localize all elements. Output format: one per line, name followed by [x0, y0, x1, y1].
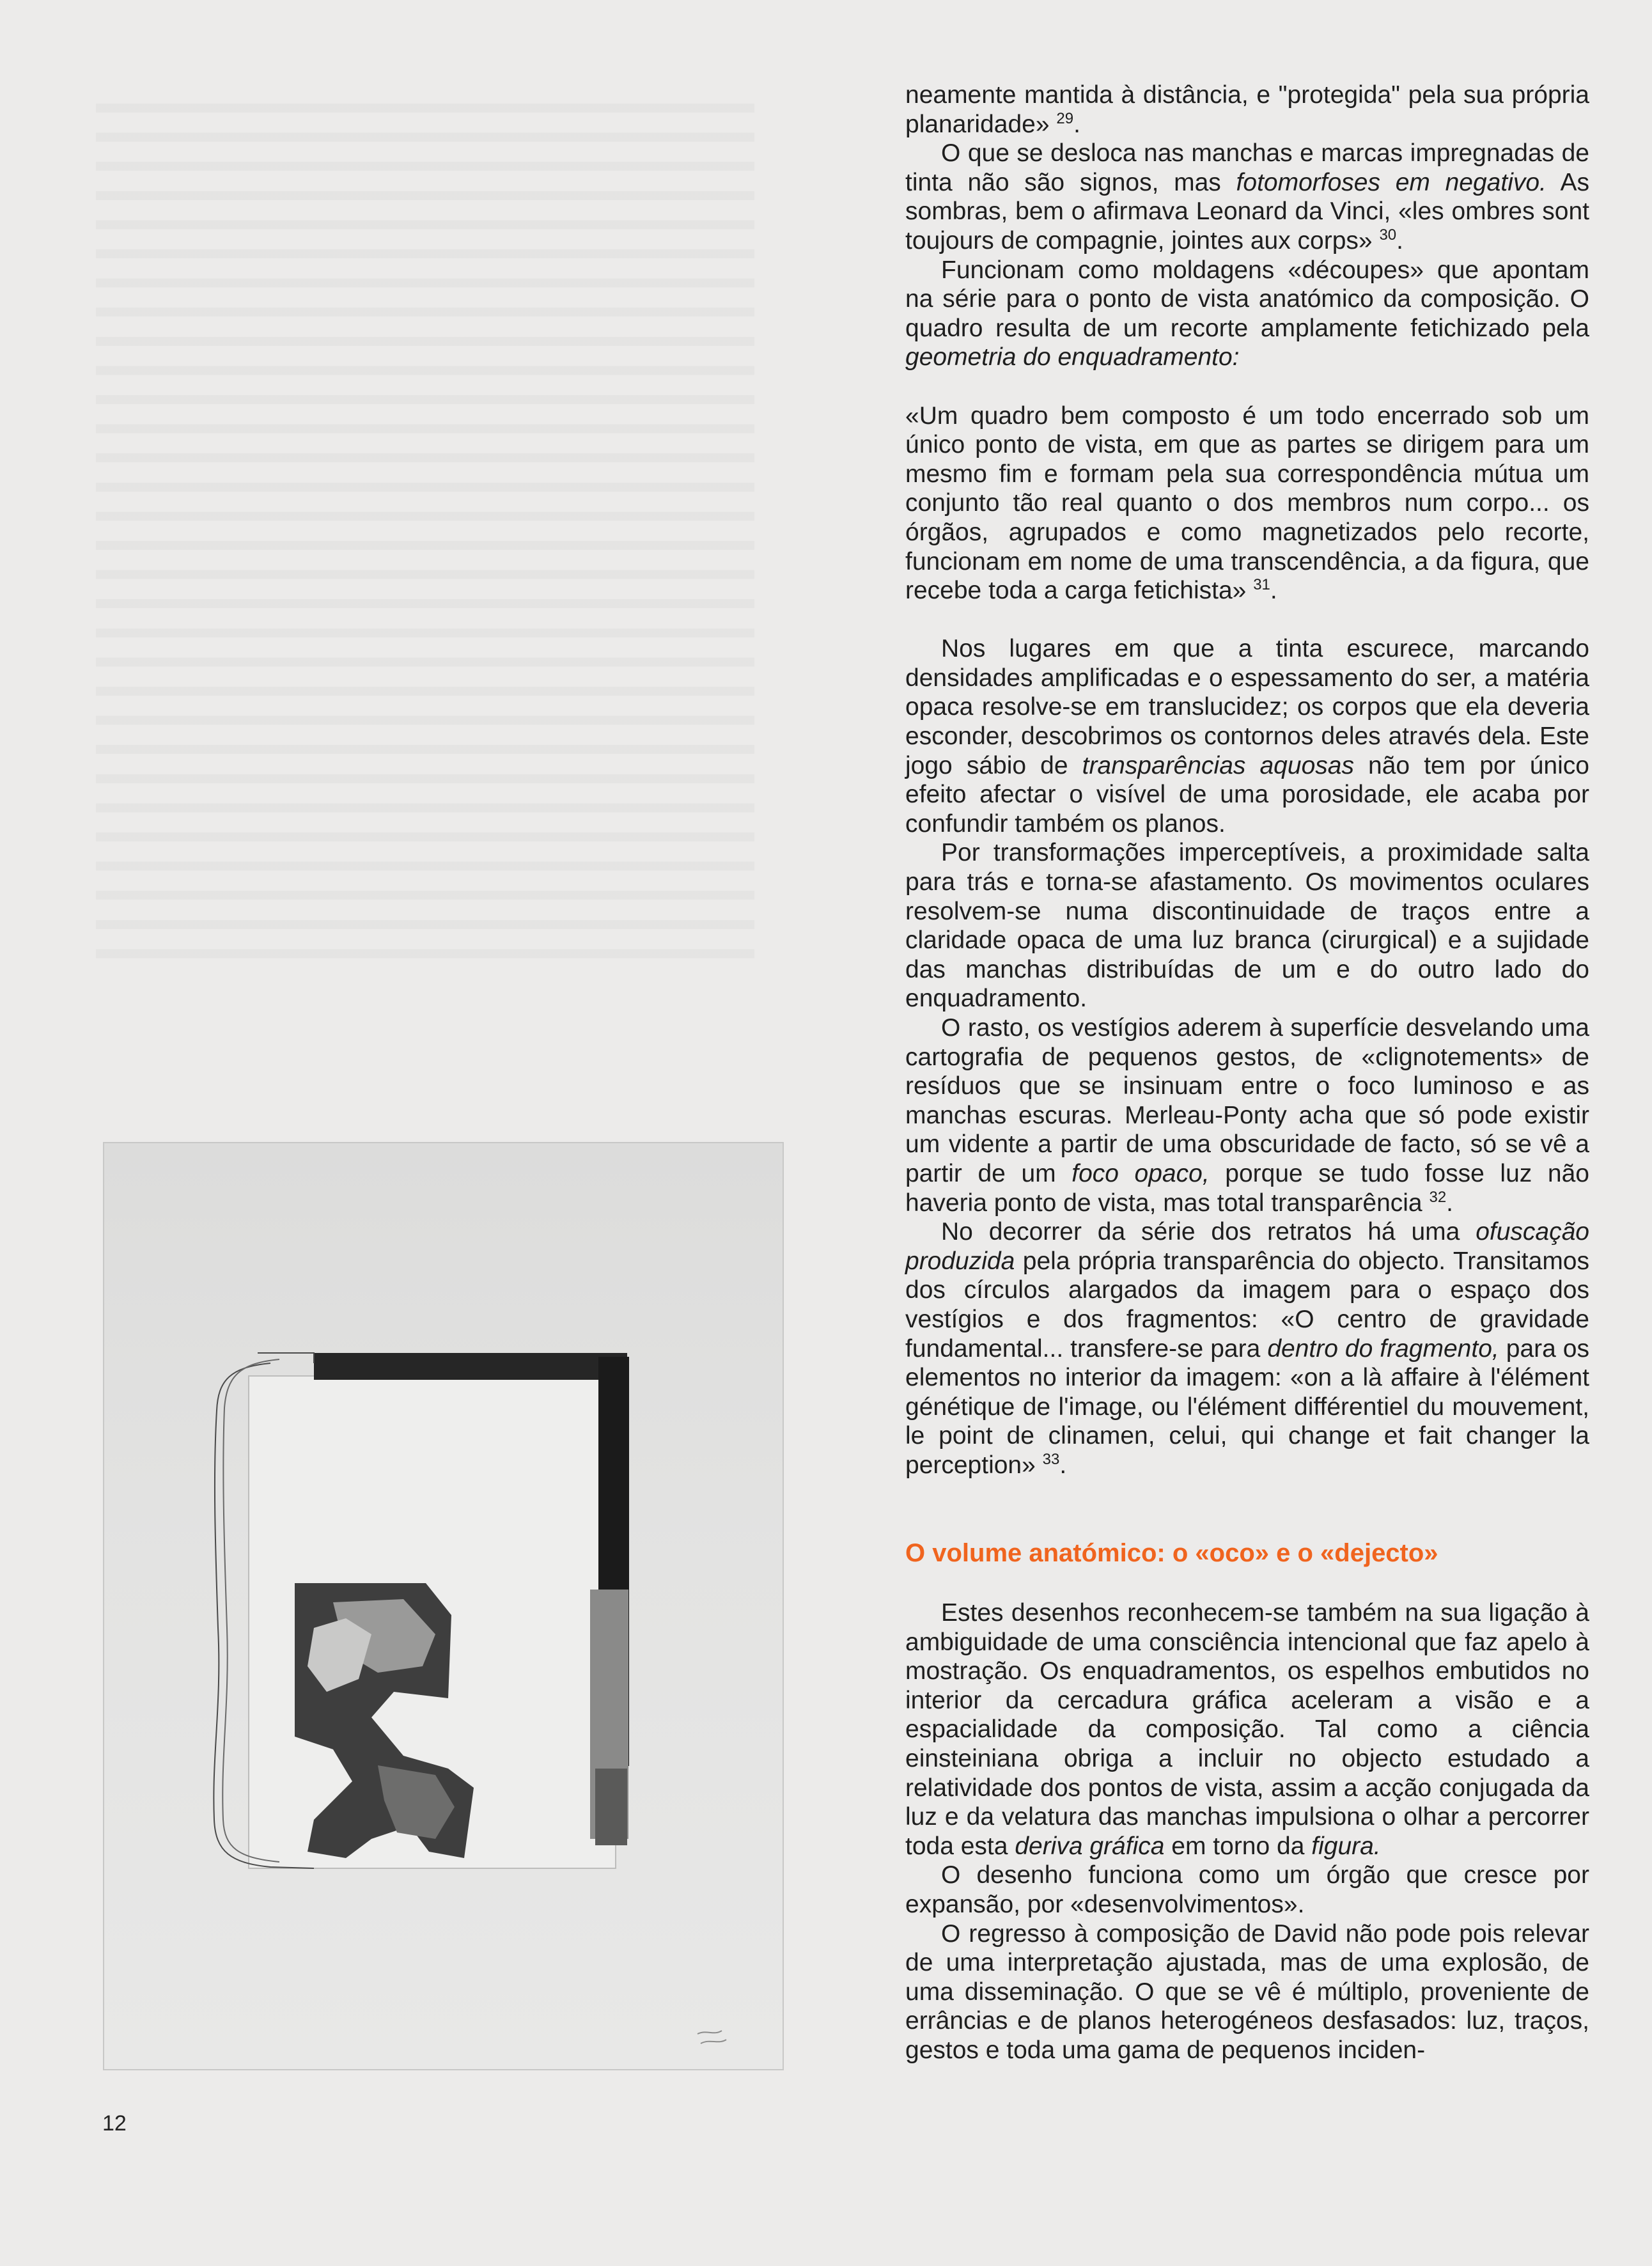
- text-run: .: [1073, 110, 1080, 138]
- footnote-ref: 31: [1253, 576, 1270, 594]
- text-run: porque se tudo fosse luz não haveria ponto de vista, mas total transparência: [905, 1159, 1589, 1217]
- text-column: [905, 81, 1589, 2065]
- section-heading: O volume anatómico: o «oco» e o «dejecto»: [905, 1538, 1438, 1567]
- italic-text: foco opaco,: [1071, 1159, 1210, 1187]
- paragraph: Por transformações imperceptíveis, a proximidade salta para trás e torna-se afastamento. Os movimentos oculares resolvem-se numa discontinuidade de traços entre a claridade opaca de uma luz branca (cirurgical) e a sujidade das manchas distribuídas de um e do outro lado do enquadramento.: [905, 839, 1589, 1013]
- text-run: pela própria transparência do objecto. Transitamos dos círculos alargados da imagem para o espaço dos vestígios e dos fragmentos: «O centro de gravidade fundamental... transfere-se para: [905, 1247, 1589, 1363]
- text-run: O que se desloca nas manchas e marcas impregnadas de tinta não são signos, mas: [905, 139, 1589, 196]
- text-run: neamente mantida à distância, e "protegida" pela sua própria planaridade»: [905, 81, 1589, 138]
- text-run: No decorrer da série dos retratos há uma: [941, 1218, 1460, 1246]
- artwork-figure: [103, 1142, 784, 2070]
- text-run: Funcionam como moldagens «découpes» que apontam na série para o ponto de vista anatómico da composição. O quadro resulta de um recorte amplamente fetichizado pela: [905, 256, 1589, 342]
- block-quote: [905, 402, 1589, 606]
- text-run: As sombras, bem o afirmava Leonard da Vinci, «les ombres sont toujours de compagnie, jointes aux corps»: [905, 168, 1589, 254]
- paragraph: [905, 1217, 1589, 1480]
- grey-strip-right-lower: [595, 1769, 627, 1845]
- paragraph: [905, 81, 1589, 139]
- text-run: .: [1270, 577, 1277, 605]
- text-run: Nos lugares em que a tinta escurece, marcando densidades amplificadas e o espessamento do ser, a matéria opaca resolve-se em translucidez; os corpos que ela deveria esconder, descobrimos os contornos deles através dela. Este jogo sábio de: [905, 635, 1589, 779]
- italic-text: geometria do enquadramento:: [905, 343, 1240, 371]
- paragraph: O regresso à composição de David não pode pois relevar de uma interpretação ajustada, mas de uma explosão, de uma disseminação. O que se vê é múltiplo, proveniente de errâncias e de planos heterogéneos desfasados: luz, traços, gestos e toda uma gama de pequenos inciden-: [905, 1919, 1589, 2064]
- paragraph: [905, 1598, 1589, 1861]
- dark-strip-top: [314, 1353, 627, 1380]
- text-run: «Um quadro bem composto é um todo encerrado sob um único ponto de vista, em que as partes se dirigem para um mesmo fim e formam pela sua correspondência mútua um conjunto tão real quanto o dos membros num corpo... os órgãos, agrupados e como magnetizados pelo recorte, funcionam em nome de uma transcendência, a da figura, que recebe toda a carga fetichista»: [905, 402, 1589, 605]
- footnote-ref: 32: [1429, 1188, 1447, 1206]
- signature-mark: [697, 2031, 726, 2043]
- text-run: Estes desenhos reconhecem-se também na sua ligação à ambiguidade de uma consciência intencional que faz apelo à mostração. Os enquadramentos, os espelhos embutidos no interior da cercadura gráfica aceleram a visão e a espacialidade da composição. Tal como a ciência einsteiniana obriga a incluir no objecto estudado a relatividade dos pontos de vista, assim a acção conjugada da luz e da velatura das manchas impulsiona o olhar a percorrer toda esta: [905, 1599, 1589, 1860]
- italic-text: dentro do fragmento,: [1267, 1334, 1499, 1363]
- text-run: .: [1396, 226, 1403, 254]
- paragraph: O desenho funciona como um órgão que cresce por expansão, por «desenvolvimentos».: [905, 1861, 1589, 1919]
- text-run: em torno da: [1171, 1832, 1305, 1860]
- paragraph: [905, 256, 1589, 372]
- show-through-text: [96, 90, 754, 965]
- paragraph: [905, 1013, 1589, 1217]
- text-run: .: [1446, 1189, 1454, 1217]
- artwork-drawing: [103, 1142, 784, 2070]
- italic-text: ofuscação produzida: [905, 1218, 1589, 1275]
- italic-text: transparências aquosas: [1082, 751, 1354, 779]
- paragraph: [905, 634, 1589, 838]
- text-run: .: [1059, 1451, 1067, 1479]
- italic-text: figura.: [1311, 1832, 1381, 1860]
- text-run: para os elementos no interior da imagem: «on a là affaire à l'élément génétique de l'image, ou l'élément différentiel du mouvement, le point de clinamen, celui, qui change et fait changer la perception»: [905, 1334, 1589, 1479]
- footnote-ref: 30: [1379, 226, 1397, 244]
- page-number: 12: [102, 2111, 127, 2136]
- footnote-ref: 33: [1042, 1450, 1060, 1468]
- paragraph: [905, 139, 1589, 255]
- italic-text: fotomorfoses em negativo.: [1236, 168, 1547, 196]
- text-run: não tem por único efeito afectar o visível de uma porosidade, ele acaba por confundir também os planos.: [905, 751, 1589, 838]
- text-run: O rasto, os vestígios aderem à superfície desvelando uma cartografia de pequenos gestos, de «clignotements» de resíduos que se insinuam entre o foco luminoso e as manchas escuras. Merleau-Ponty acha que só pode existir um vidente a partir de uma obscuridade de facto, só se vê a partir de um: [905, 1014, 1589, 1187]
- footnote-ref: 29: [1056, 109, 1074, 127]
- italic-text: deriva gráfica: [1015, 1832, 1165, 1860]
